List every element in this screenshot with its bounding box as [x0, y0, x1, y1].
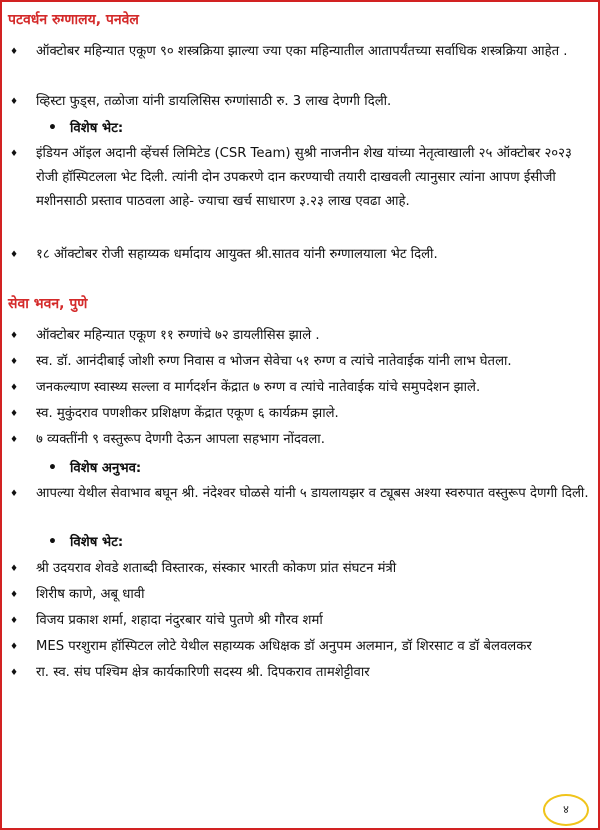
bullet-icon: ♦ [10, 668, 19, 678]
subheading-special-experience: • विशेष अनुभव: [48, 456, 141, 481]
list-item: ♦ MES परशुराम हॉस्पिटल लोटे येथील सहाय्यक अधिक्षक डॉ अनुपम अलमान, डॉ शिरसाट व डॉ बेलवलकर [10, 635, 594, 659]
list-item: ♦ १८ ऑक्टोबर रोजी सहाय्यक धर्मादाय आयुक्त श्री.सातव यांनी रुग्णालयाला भेट दिली. [10, 243, 594, 267]
bullet-icon: ♦ [10, 435, 19, 445]
bullet-icon: ♦ [10, 250, 19, 260]
bullet-icon: ♦ [10, 616, 19, 626]
sub-bullet-icon: • [48, 534, 57, 550]
page-number: ४ [543, 794, 589, 826]
bullet-icon: ♦ [10, 331, 19, 341]
list-item: ♦ आपल्या येथील सेवाभाव बघून श्री. नंदेश्वर घोळसे यांनी ५ डायलायझर व ट्यूबस अश्या स्वरुपात वस्तुरूप देणगी दिली. [10, 482, 594, 506]
section-title-panvel: पटवर्धन रुग्णालय, पनवेल [8, 12, 139, 28]
list-item: ♦ शिरीष काणे, अबू धावी [10, 583, 594, 607]
bullet-icon: ♦ [10, 409, 19, 419]
list-item: ♦ रा. स्व. संघ पश्चिम क्षेत्र कार्यकारिणी सदस्य श्री. दिपकराव तामशेट्टीवार [10, 661, 594, 685]
bullet-icon: ♦ [10, 489, 19, 499]
list-item: ♦ ऑक्टोबर महिन्यात एकूण ९० शस्त्रक्रिया झाल्या ज्या एका महिन्यातील आतापर्यंतच्या सर्वाधिक शस्त्रक्रिया आहेत . [10, 40, 594, 64]
list-item: ♦ स्व. मुकुंदराव पणशीकर प्रशिक्षण केंद्रात एकूण ६ कार्यक्रम झाले. [10, 402, 594, 426]
list-item: ♦ इंडियन ऑइल अदानी व्हेंचर्स लिमिटेड (CSR Team) सुश्री नाजनीन शेख यांच्या नेतृत्वाखाली २५ ऑक्टोबर २०२३ रोजी हॉस्पिटलला भेट दिली. त्यांनी दोन उपकरणे दान करण्याची तयारी दाखवली त्यानुसार त्यांना आपण ईसीजी मशीनसाठी प्रस्ताव पाठवला आहे- ज्याचा खर्च साधारण ३.२३ लाख एवढा आहे. [10, 142, 594, 214]
bullet-icon: ♦ [10, 564, 19, 574]
sub-bullet-icon: • [48, 120, 57, 136]
bullet-icon: ♦ [10, 47, 19, 57]
list-item: ♦ श्री उदयराव शेवडे शताब्दी विस्तारक, संस्कार भारती कोकण प्रांत संघटन मंत्री [10, 557, 594, 581]
subheading-special-visit-2: • विशेष भेट: [48, 530, 123, 555]
bullet-icon: ♦ [10, 383, 19, 393]
list-item: ♦ स्व. डॉ. आनंदीबाई जोशी रुग्ण निवास व भोजन सेवेचा ५१ रुग्ण व त्यांचे नातेवाईक यांनी लाभ घेतला. [10, 350, 594, 374]
list-item: ♦ ७ व्यक्तींनी ९ वस्तुरूप देणगी देऊन आपला सहभाग नोंदवला. [10, 428, 594, 452]
list-item: ♦ ऑक्टोबर महिन्यात एकूण ११ रुग्णांचे ७२ डायलीसिस झाले . [10, 324, 594, 348]
sub-bullet-icon: • [48, 460, 57, 476]
bullet-icon: ♦ [10, 642, 19, 652]
subheading-special-visit: • विशेष भेट: [48, 116, 123, 141]
list-item: ♦ जनकल्याण स्वास्थ्य सल्ला व मार्गदर्शन केंद्रात ७ रुग्ण व त्यांचे नातेवाईक यांचे समुपदेशन झाले. [10, 376, 594, 400]
bullet-icon: ♦ [10, 149, 19, 159]
section-title-pune: सेवा भवन, पुणे [8, 296, 88, 312]
bullet-icon: ♦ [10, 97, 19, 107]
bullet-icon: ♦ [10, 590, 19, 600]
list-item: ♦ व्हिस्टा फुड्स, तळोजा यांनी डायलिसिस रुग्णांसाठी रु. 3 लाख देणगी दिली. [10, 90, 594, 114]
bullet-icon: ♦ [10, 357, 19, 367]
list-item: ♦ विजय प्रकाश शर्मा, शहादा नंदुरबार यांचे पुतणे श्री गौरव शर्मा [10, 609, 594, 633]
